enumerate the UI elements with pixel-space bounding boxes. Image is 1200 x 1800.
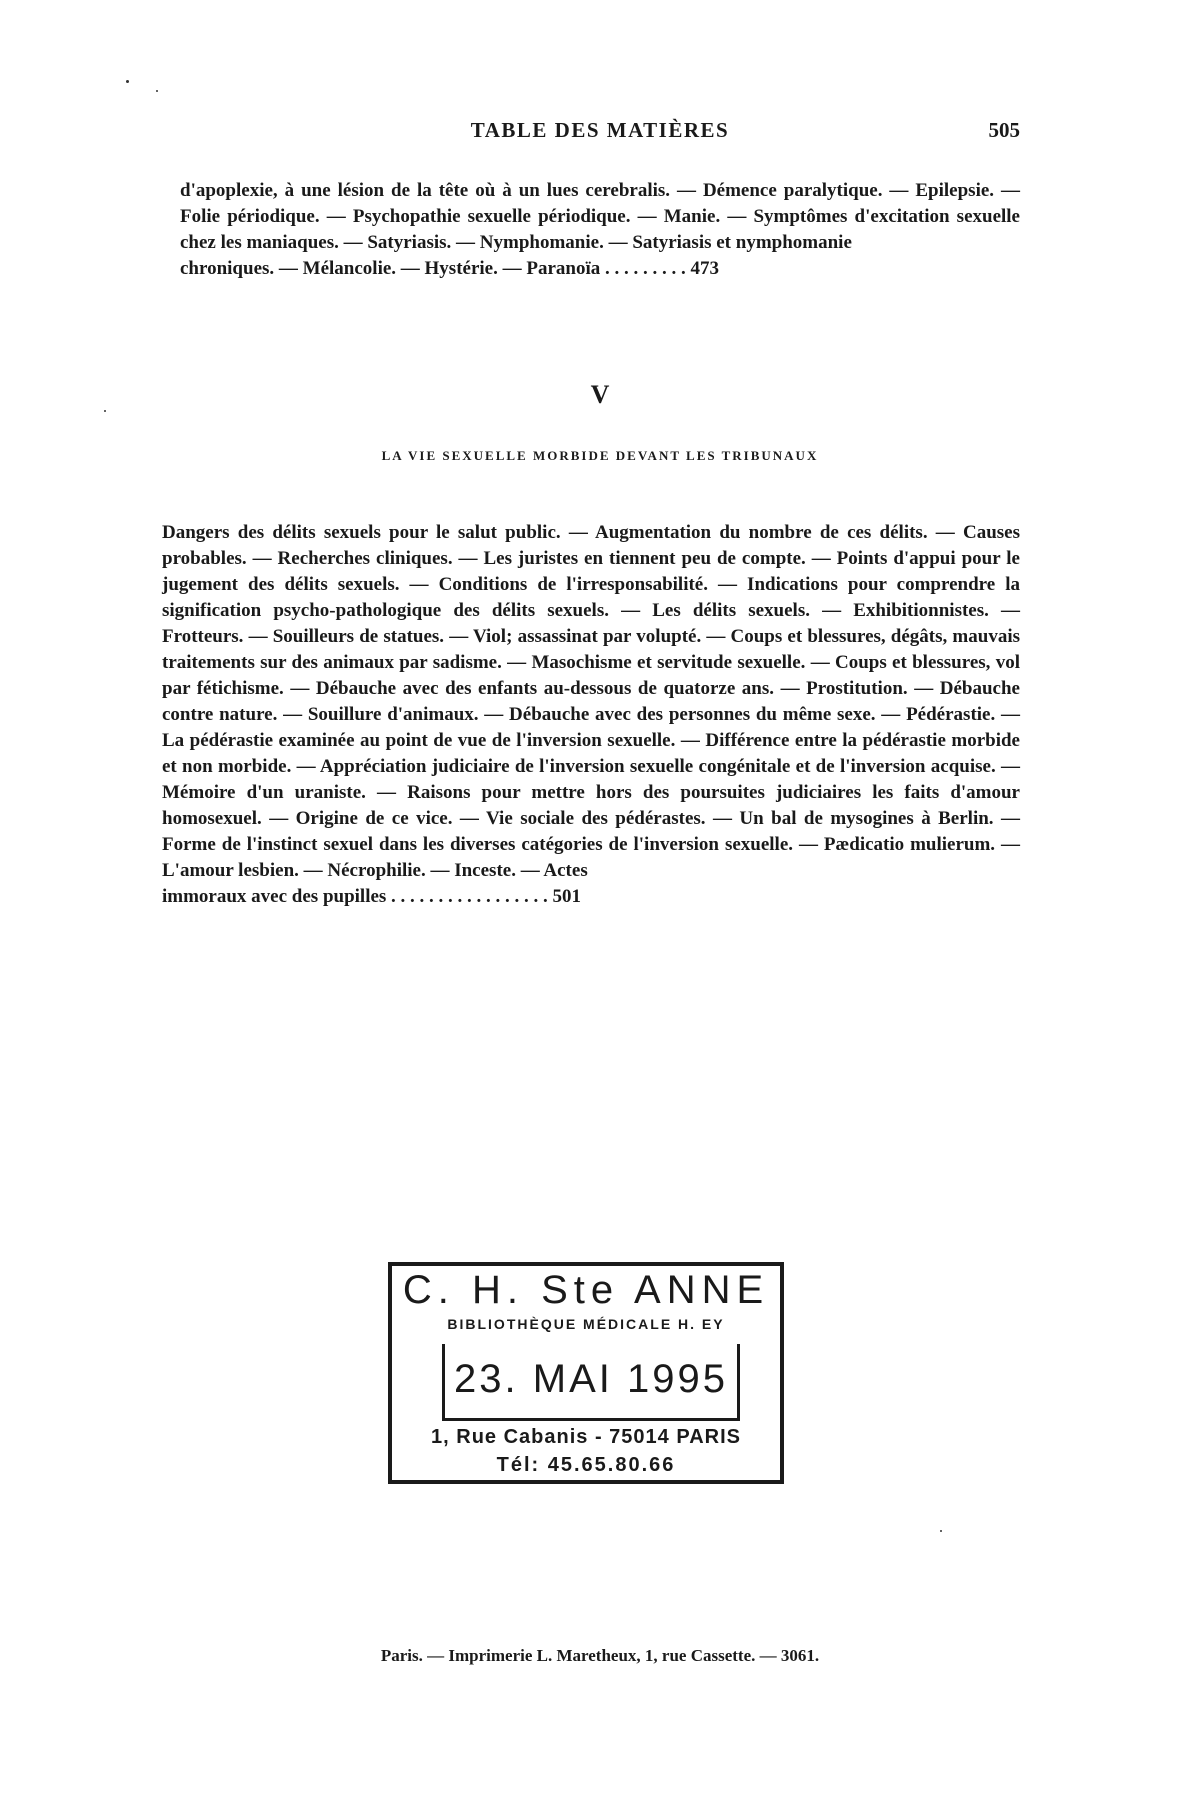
stamp-phone: Tél: 45.65.80.66 [496, 1454, 676, 1476]
section-title: LA VIE SEXUELLE MORBIDE DEVANT LES TRIBUNAUX [381, 448, 819, 463]
library-stamp [388, 1262, 784, 1484]
running-title: TABLE DES MATIÈRES [470, 118, 730, 142]
toc-entry-tail: immoraux avec des pupilles . . . . . . . . . . . . . . . . . 501 [162, 886, 582, 907]
scan-speck [104, 410, 106, 412]
scan-speck [156, 90, 158, 92]
stamp-subtitle: BIBLIOTHÈQUE MÉDICALE H. EY [447, 1316, 725, 1332]
toc-entry-text: Dangers des délits sexuels pour le salut public. — Augmentation du nombre de ces délits. — Causes probables. — Recherches cliniques. — Les juristes en tiennent peu de compte. — Points d'appui pour le jugement des délits sexuels. — Conditions de l'irresponsabilité. — Indications pour comprendre la signification psycho-pathologique des délits sexuels. — Les délits sexuels. — Exhibitionnistes. — Frotteurs. — Souilleurs de statues. — Viol; assassinat par volupté. — Coups et blessures, dégâts, mauvais traitements sur des animaux par sadisme. — Masochisme et servitude sexuelle. — Coups et blessures, vol par fétichisme. — Débauche avec des enfants au-dessous de quatorze ans. — Prostitution. — Débauche contre nature. — Souillure d'animaux. — Débauche avec des personnes du même sexe. — Pédérastie. — La pédérastie examinée au point de vue de l'inversion sexuelle. — Différence entre la pédérastie morbide et non morbide. — Appréciation judiciaire de l'inversion sexuelle congénitale et de l'inversion acquise. — Mémoire d'un uraniste. — Raisons pour mettre hors des poursuites judiciaires les faits d'amour homosexuel. — Origine de ce vice. — Vie sociale des pédérastes. — Un bal de mysogines à Berlin. — Forme de l'instinct sexuel dans les diverses catégories de l'inversion sexuelle. — Pædicatio mulierum. — L'amour lesbien. — Nécrophilie. — Inceste. — Actes [162, 522, 1020, 881]
toc-entry-tail: chroniques. — Mélancolie. — Hystérie. — Paranoïa . . . . . . . . . 473 [180, 258, 719, 279]
stamp-title: C. H. Ste ANNE [402, 1268, 770, 1312]
printer-imprint: Paris. — Imprimerie L. Maretheux, 1, rue Cassette. — 3061. [380, 1646, 820, 1665]
section-numeral: V [590, 380, 610, 409]
scan-speck [940, 1530, 942, 1532]
toc-entry-section-iv-end [180, 178, 1020, 282]
stamp-address: 1, Rue Cabanis - 75014 PARIS [431, 1426, 741, 1448]
toc-entry-text: d'apoplexie, à une lésion de la tête où à un lues cerebralis. — Démence paralytique. — Epilepsie. — Folie périodique. — Psychopathie sexuelle périodique. — Manie. — Symptômes d'excitation sexuelle chez les maniaques. — Satyriasis. — Nymphomanie. — Satyriasis et nymphomanie [180, 180, 1020, 253]
scan-speck [126, 80, 129, 83]
toc-entry-section-v [162, 520, 1020, 910]
page-number: 505 [988, 118, 1020, 142]
page-header [180, 118, 1020, 148]
stamp-date: 23. MAI 1995 [442, 1344, 740, 1421]
